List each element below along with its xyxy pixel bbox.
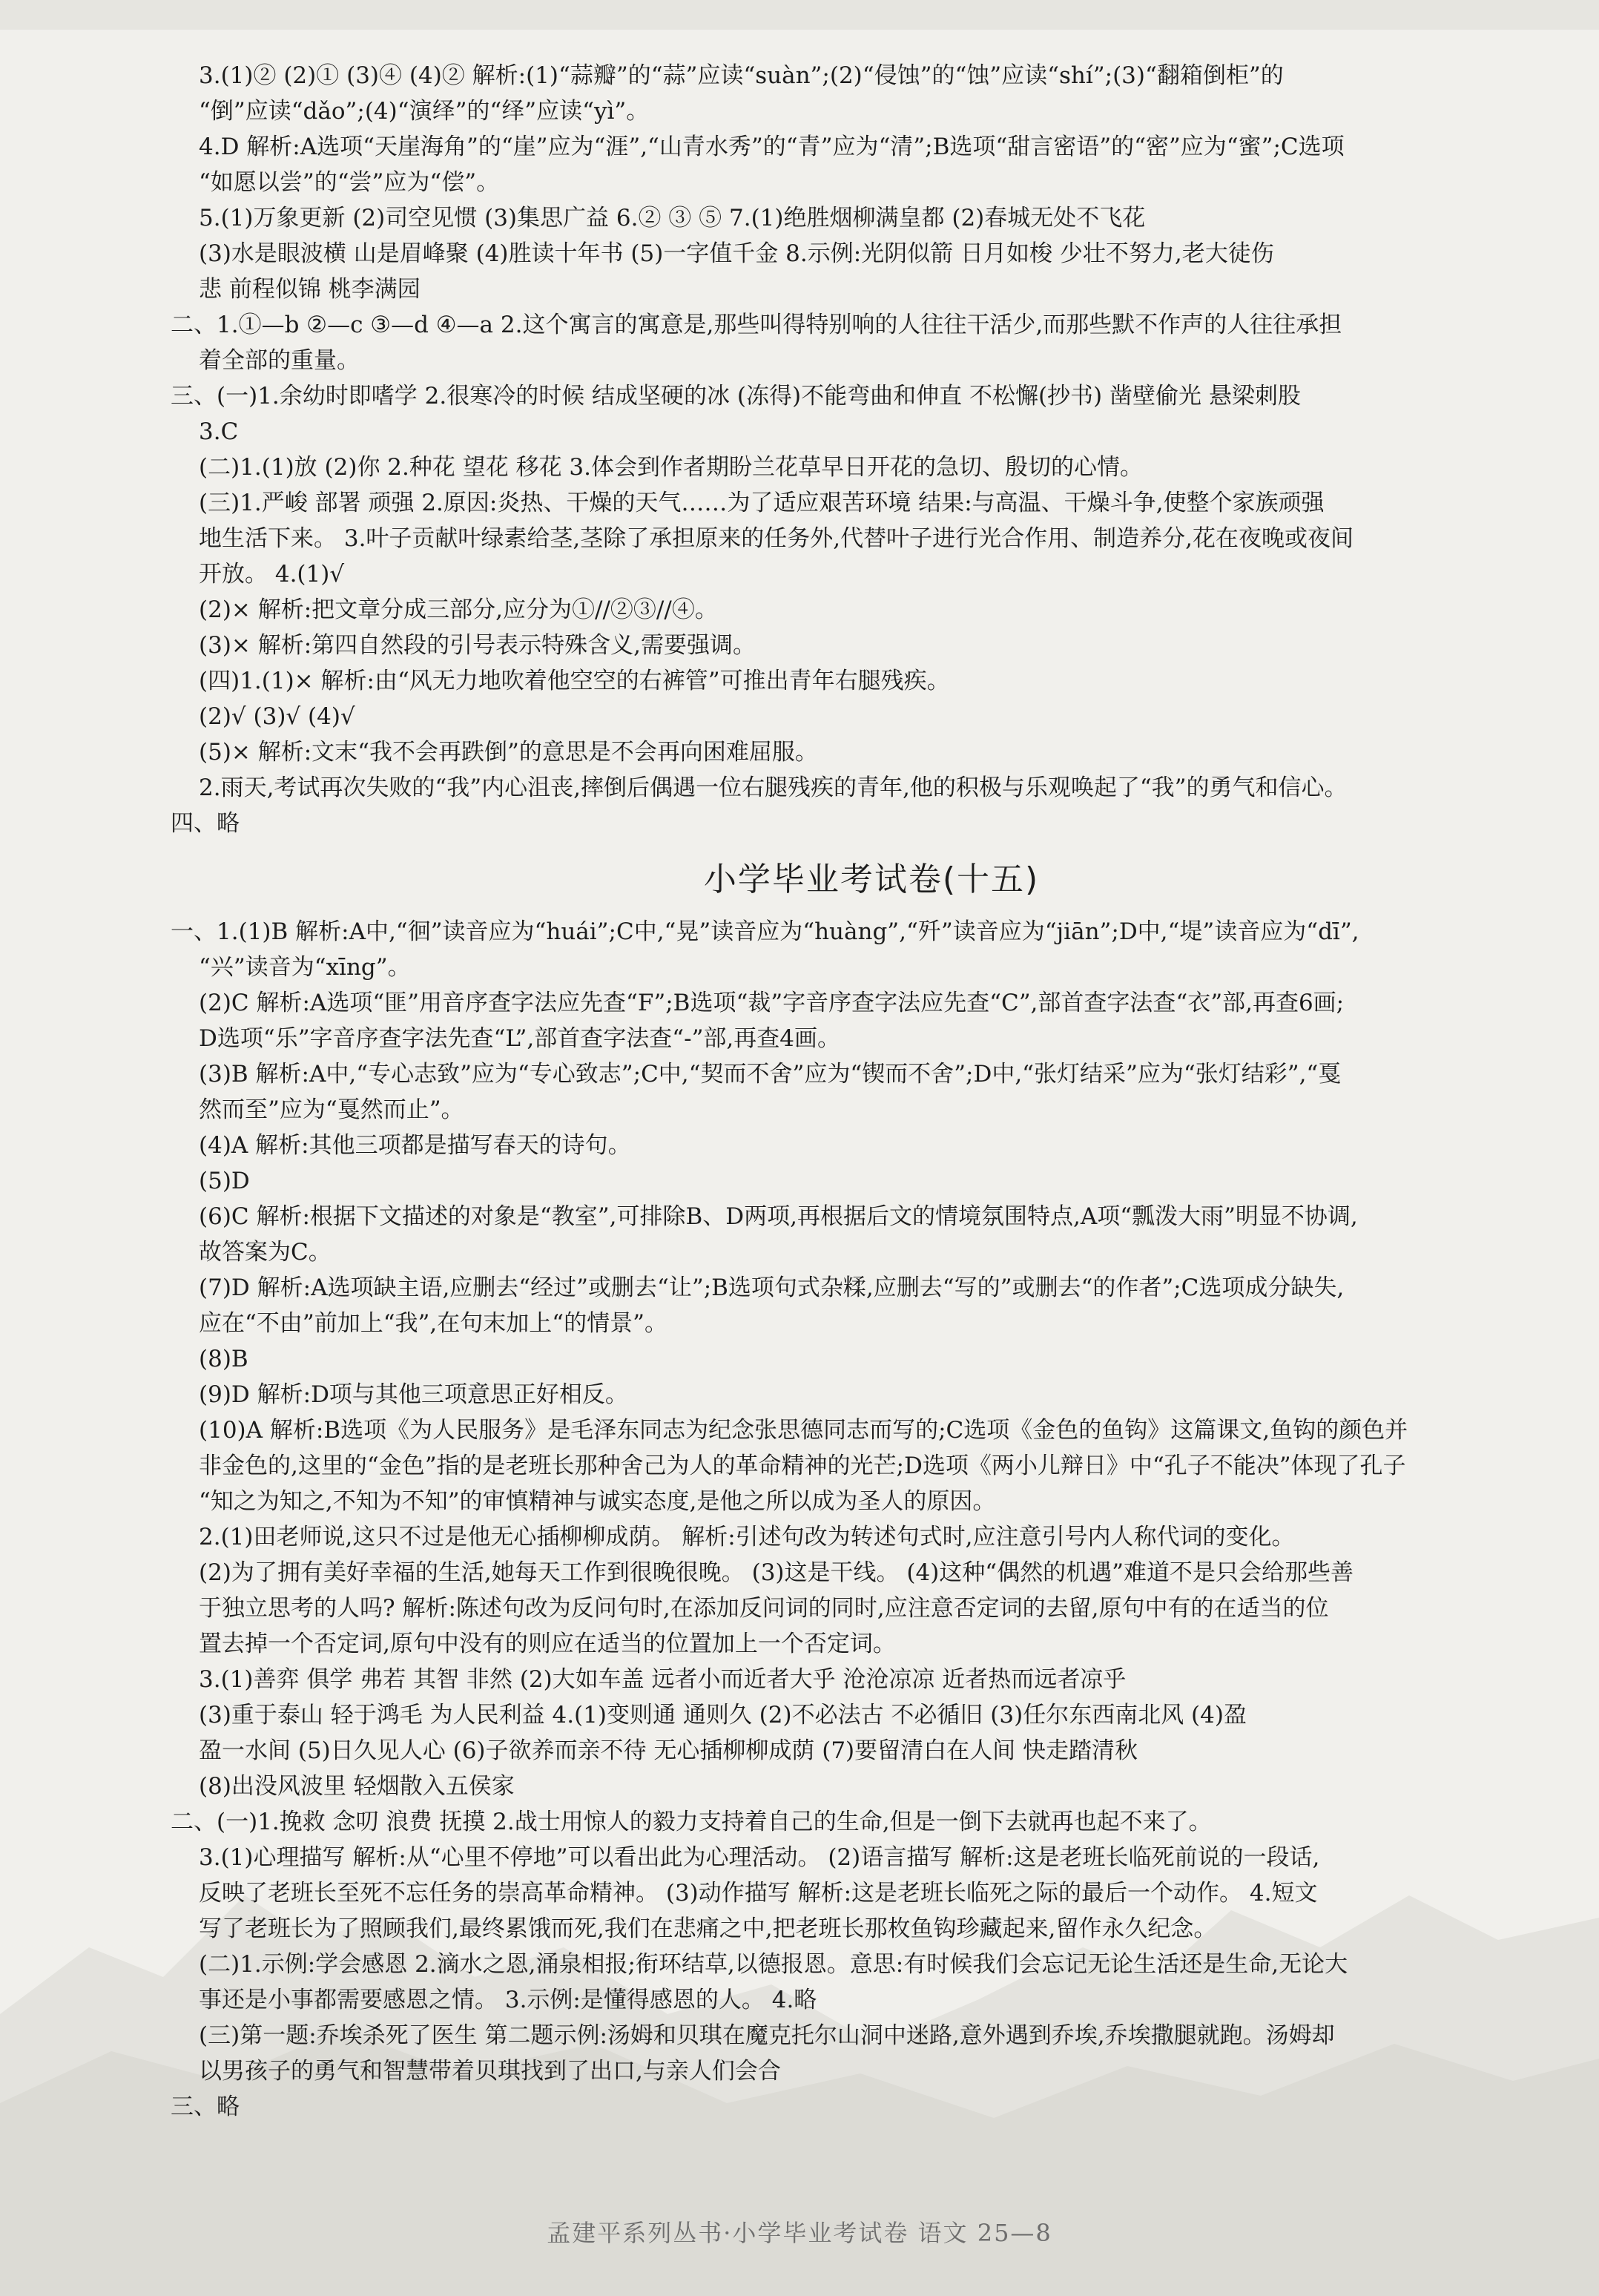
answer-line: (三)第一题:乔埃杀死了医生 第二题示例:汤姆和贝琪在魔克托尔山洞中迷路,意外遇到乔埃,乔埃撒腿就跑。汤姆却 [199, 2022, 1335, 2049]
answer-line: 二、(一)1.挽救 念叨 浪费 抚摸 2.战士用惊人的毅力支持着自己的生命,但是一倒下去就再也起不来了。 [171, 1809, 1212, 1835]
answer-line: (3)B 解析:A中,“专心志致”应为“专心致志”;C中,“契而不舍”应为“锲而不舍”;D中,“张灯结采”应为“张灯结彩”,“戛 [199, 1061, 1342, 1088]
answer-line: 于独立思考的人吗? 解析:陈述句改为反问句时,在添加反问词的同时,应注意否定词的去留,原句中有的在适当的位 [199, 1595, 1329, 1622]
answer-line: 5.(1)万象更新 (2)司空见惯 (3)集思广益 6.② ③ ⑤ 7.(1)绝胜烟柳满皇都 (2)春城无处不飞花 [199, 205, 1146, 231]
answer-line: (3)重于泰山 轻于鸿毛 为人民利益 4.(1)变则通 通则久 (2)不必法古 不必循旧 (3)任尔东西南北风 (4)盈 [199, 1702, 1247, 1728]
answer-line: 3.C [199, 418, 239, 445]
answer-line: 2.雨天,考试再次失败的“我”内心沮丧,摔倒后偶遇一位右腿残疾的青年,他的积极与乐观唤起了“我”的勇气和信心。 [199, 774, 1348, 801]
answer-line: 写了老班长为了照顾我们,最终累饿而死,我们在悲痛之中,把老班长那枚鱼钩珍藏起来,留作永久纪念。 [199, 1915, 1217, 1942]
answer-line: (8)B [199, 1346, 248, 1372]
answer-line: 三、(一)1.余幼时即嗜学 2.很寒冷的时候 结成坚硬的冰 (冻得)不能弯曲和伸直 不松懈(抄书) 凿壁偷光 悬梁刺股 [171, 383, 1301, 409]
answer-line: 置去掉一个否定词,原句中没有的则应在适当的位置加上一个否定词。 [199, 1631, 896, 1657]
exam-title: 小学毕业考试卷(十五) [703, 861, 1040, 898]
answer-line: 3.(1)② (2)① (3)④ (4)② 解析:(1)“蒜瓣”的“蒜”应读“suàn”;(2)“侵蚀”的“蚀”应读“shí”;(3)“翻箱倒柜”的 [199, 62, 1284, 89]
answer-line: 二、1.①—b ②—c ③—d ④—a 2.这个寓言的寓意是,那些叫得特别响的人往往干活少,而那些默不作声的人往往承担 [171, 312, 1342, 338]
answer-line: “兴”读音为“xīng”。 [199, 954, 411, 981]
answer-line: (2)为了拥有美好幸福的生活,她每天工作到很晚很晚。 (3)这是干线。 (4)这种“偶然的机遇”难道不是只会给那些善 [199, 1559, 1354, 1586]
answer-line: 开放。 4.(1)√ [199, 561, 345, 588]
top-shadow [0, 0, 1599, 30]
answer-line: (2)× 解析:把文章分成三部分,应分为①//②③//④。 [199, 596, 718, 623]
answer-line: 故答案为C。 [199, 1239, 332, 1266]
answer-line: (9)D 解析:D项与其他三项意思正好相反。 [199, 1381, 628, 1408]
answer-line: 事还是小事都需要感恩之情。 3.示例:是懂得感恩的人。 4.略 [199, 1987, 817, 2013]
answer-line: 3.(1)善弈 俱学 弗若 其智 非然 (2)大如车盖 远者小而近者大乎 沧沧凉凉 近者热而远者凉乎 [199, 1666, 1127, 1693]
answer-line: (三)1.严峻 部署 顽强 2.原因:炎热、干燥的天气……为了适应艰苦环境 结果:与高温、干燥斗争,使整个家族顽强 [199, 490, 1325, 516]
answer-line: 悲 前程似锦 桃李满园 [199, 276, 421, 303]
answer-line: 非金色的,这里的“金色”指的是老班长那种舍己为人的革命精神的光芒;D选项《两小儿辩日》中“孔子不能决”体现了孔子 [199, 1453, 1406, 1479]
test-15-answers [171, 914, 1572, 2125]
answer-line: 反映了老班长至死不忘任务的崇高革命精神。 (3)动作描写 解析:这是老班长临死之际的最后一个动作。 4.短文 [199, 1880, 1318, 1907]
answer-line: (6)C 解析:根据下文描述的对象是“教室”,可排除B、D两项,再根据后文的情境氛围特点,A项“瓢泼大雨”明显不协调, [199, 1203, 1358, 1230]
answer-line: 2.(1)田老师说,这只不过是他无心插柳柳成荫。 解析:引述句改为转述句式时,应注意引号内人称代词的变化。 [199, 1524, 1295, 1550]
answer-line: 盈一水间 (5)日久见人心 (6)子欲养而亲不待 无心插柳柳成荫 (7)要留清白在人间 快走踏清秋 [199, 1737, 1138, 1764]
answer-line: “如愿以尝”的“尝”应为“偿”。 [199, 169, 500, 196]
answer-line: “知之为知之,不知为不知”的审慎精神与诚实态度,是他之所以成为圣人的原因。 [199, 1488, 996, 1515]
answer-line: (二)1.(1)放 (2)你 2.种花 望花 移花 3.体会到作者期盼兰花草早日开花的急切、殷切的心情。 [199, 454, 1144, 481]
answer-line: (3)水是眼波横 山是眉峰聚 (4)胜读十年书 (5)一字值千金 8.示例:光阴似箭 日月如梭 少壮不努力,老大徒伤 [199, 240, 1274, 267]
answer-line: (5)D [199, 1168, 250, 1194]
answer-line: 以男孩子的勇气和智慧带着贝琪找到了出口,与亲人们会合 [199, 2058, 781, 2085]
answer-line: (2)C 解析:A选项“匪”用音序查字法应先查“F”;B选项“裁”字音序查字法应先查“C”,部首查字法查“衣”部,再查6画; [199, 990, 1345, 1016]
answer-line: 地生活下来。 3.叶子贡献叶绿素给茎,茎除了承担原来的任务外,代替叶子进行光合作用、制造养分,花在夜晚或夜间 [199, 525, 1354, 552]
answer-content [171, 58, 1572, 2125]
answer-line: 4.D 解析:A选项“天崖海角”的“崖”应为“涯”,“山青水秀”的“青”应为“清”;B选项“甜言密语”的“密”应为“蜜”;C选项 [199, 134, 1345, 160]
answer-line: 一、1.(1)B 解析:A中,“徊”读音应为“huái”;C中,“晃”读音应为“huàng”,“歼”读音应为“jiān”;D中,“堤”读音应为“dī”, [171, 918, 1359, 945]
answer-line: (2)√ (3)√ (4)√ [199, 703, 355, 730]
answer-line: (四)1.(1)× 解析:由“风无力地吹着他空空的右裤管”可推出青年右腿残疾。 [199, 668, 950, 694]
answer-line: (3)× 解析:第四自然段的引号表示特殊含义,需要强调。 [199, 632, 756, 659]
answer-line: (7)D 解析:A选项缺主语,应删去“经过”或删去“让”;B选项句式杂糅,应删去“写的”或删去“的作者”;C选项成分缺失, [199, 1274, 1345, 1301]
answer-line: 着全部的重量。 [199, 347, 360, 374]
answer-line: 四、略 [171, 810, 240, 837]
answer-line: 然而至”应为“戛然而止”。 [199, 1096, 464, 1123]
answer-line: 3.(1)心理描写 解析:从“心里不停地”可以看出此为心理活动。 (2)语言描写 解析:这是老班长临死前说的一段话, [199, 1844, 1320, 1871]
answer-line: D选项“乐”字音序查字法先查“L”,部首查字法查“-”部,再查4画。 [199, 1025, 841, 1052]
previous-test-answers [171, 58, 1572, 841]
answer-line: 三、略 [171, 2093, 240, 2120]
answer-line: (10)A 解析:B选项《为人民服务》是毛泽东同志为纪念张思德同志而写的;C选项《金色的鱼钩》这篇课文,鱼钩的颜色并 [199, 1417, 1408, 1444]
answer-line: (8)出没风波里 轻烟散入五侯家 [199, 1773, 515, 1800]
answer-line: (5)× 解析:文末“我不会再跌倒”的意思是不会再向困难屈服。 [199, 739, 818, 766]
answer-line: “倒”应读“dǎo”;(4)“演绎”的“绎”应读“yì”。 [199, 98, 650, 125]
page-footer: 孟建平系列丛书·小学毕业考试卷 语文 25—8 [547, 2219, 1052, 2247]
answer-line: (4)A 解析:其他三项都是描写春天的诗句。 [199, 1132, 631, 1159]
answer-line: 应在“不由”前加上“我”,在句末加上“的情景”。 [199, 1310, 667, 1337]
answer-line: (二)1.示例:学会感恩 2.滴水之恩,涌泉相报;衔环结草,以德报恩。意思:有时候我们会忘记无论生活还是生命,无论大 [199, 1951, 1348, 1978]
